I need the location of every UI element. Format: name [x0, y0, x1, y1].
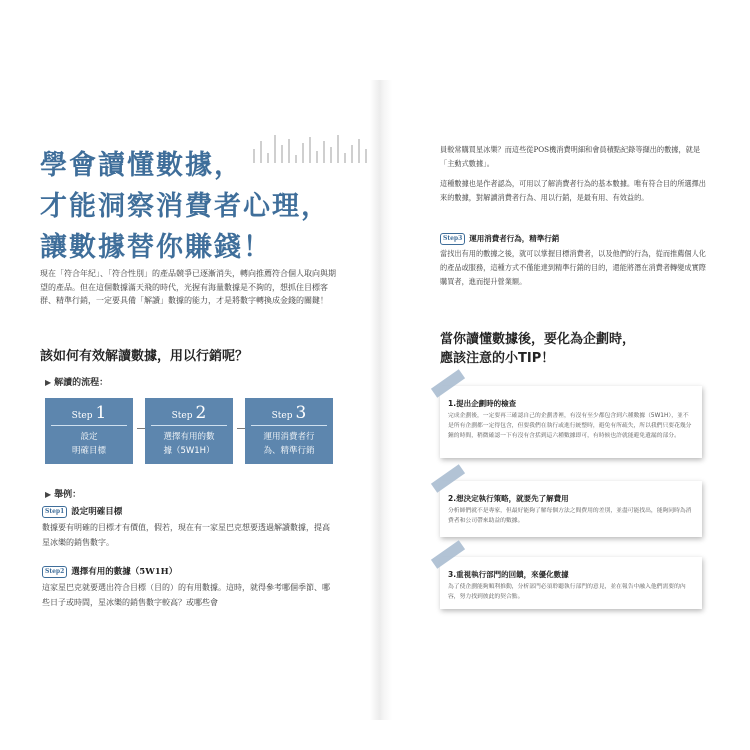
- step-1-header: Step 1: [71, 403, 107, 423]
- example-1-body: 數據要有明確的目標才有價值，假若，現在有一家星巴克想要透過解讀數據，提高星冰樂的銷售數字。: [42, 523, 330, 547]
- headline-line-1: 學會讀懂數據，: [40, 150, 243, 181]
- step-1-box: [45, 398, 133, 464]
- tip-3-title: 3.重視執行部門的回饋，來優化數據: [448, 570, 569, 579]
- step-tag: Step3: [440, 233, 465, 245]
- step-3-text: 運用消費者行 為、精準行銷: [263, 432, 315, 456]
- headline-line-2: 才能洞察消費者心理，: [40, 191, 330, 222]
- process-flow: [45, 398, 335, 464]
- example-3-heading: Step3 運用消費者行為，精準行銷: [440, 233, 559, 245]
- example-3-body: 當找出有用的數據之後，就可以掌握目標消費者，以及他們的行為，從而推薦個人化的產品或服務，這種方式不僅能達到精準行銷的目的，還能將潛在消費者轉變成實際購買者，進而提升營業額。: [440, 249, 706, 286]
- tip-card-2: [440, 481, 702, 537]
- section-title: 該如何有效解讀數據，用以行銷呢？: [40, 349, 249, 364]
- tip-card-1: [440, 386, 702, 458]
- book-spine: [370, 80, 392, 720]
- example-label-text: 舉例：: [54, 490, 82, 500]
- tip-card-3: [440, 557, 702, 609]
- example-1-heading: Step1 設定明確目標: [42, 505, 122, 518]
- step-3-header: Step 3: [271, 403, 307, 423]
- flow-label-text: 解讀的流程：: [54, 378, 109, 388]
- step-tag: Step1: [42, 506, 67, 518]
- tips-title: 當你讀懂數據後，要化為企劃時， 應該注意的小TIP！: [440, 332, 636, 366]
- step-2-box: [145, 398, 233, 464]
- intro-paragraph: 現在「符合年紀」、「符合性別」的產品競爭已逐漸消失，轉向推薦符合個人取向與期望的產品。但在這個數據滿天飛的時代，光握有海量數據是不夠的，想抓住目標客群、精準行銷，一定要具備「解讀」數據的能力，才是將數字轉換成金錢的關鍵！: [40, 269, 336, 305]
- headline: [40, 145, 360, 268]
- tip-2-body: 分析師們就不是專家，但最好能夠了解每個方法之間費用的差別，並盡可能找出，能夠同時為消費者和公司帶來助益的數據。: [448, 508, 692, 524]
- tip-3-body: 為了使企劃能夠順利推動，分析部門必須聆聽執行部門的意見，並在報告中融入他們需要的內容，努力找到彼此的契合點。: [448, 584, 686, 600]
- continued-paragraph-2: 這種數據也是作者認為，可用以了解消費者行為的基本數據。唯有符合目的所選擇出來的數據，對解讀消費者行為、用以行銷，是最有用、有效益的。: [440, 179, 706, 202]
- step-2-text: 選擇有用的數 據（5W1H）: [163, 432, 215, 456]
- step-1-text: 設定 明確目標: [71, 432, 106, 456]
- headline-line-3: 讓數據替你賺錢！: [40, 232, 272, 263]
- flow-label: [45, 375, 108, 388]
- triangle-icon: ▶: [45, 490, 52, 499]
- step-3-box: [245, 398, 333, 464]
- step-2-header: Step 2: [171, 403, 207, 423]
- example-2-heading: Step2 選擇有用的數據（5W1H）: [42, 565, 177, 578]
- example-2-body: 這家星巴克就要選出符合目標（目的）的有用數據。這時，就得參考哪個季節、哪些日子或時間，星冰樂的銷售數字較高？或哪些會: [42, 583, 330, 607]
- tip-1-body: 完成企劃後，一定要再三確認自己的企劃書裡，有沒有至少都包含到六種數據（5W1H），並不是所有企劃都一定得包含，但要我們在執行或進行統整時，避免有所疏失，所以我們只要花幾分鐘的時間，稍微確認一下有沒有含括到這六種數據即可，有時候也許就能避免遺漏的部分。: [448, 413, 692, 439]
- step-tag: Step2: [42, 566, 67, 578]
- triangle-icon: ▶: [45, 378, 52, 387]
- continued-paragraph: 員較常購買星冰樂？而這些從POS機消費明細和會員積點紀錄等擷出的數據，就是「主動式數據」。: [440, 145, 701, 168]
- tip-2-title: 2.想決定執行策略，就要先了解費用: [448, 494, 569, 503]
- tip-1-title: 1.提出企劃時的檢查: [448, 399, 517, 408]
- example-label: [45, 487, 81, 500]
